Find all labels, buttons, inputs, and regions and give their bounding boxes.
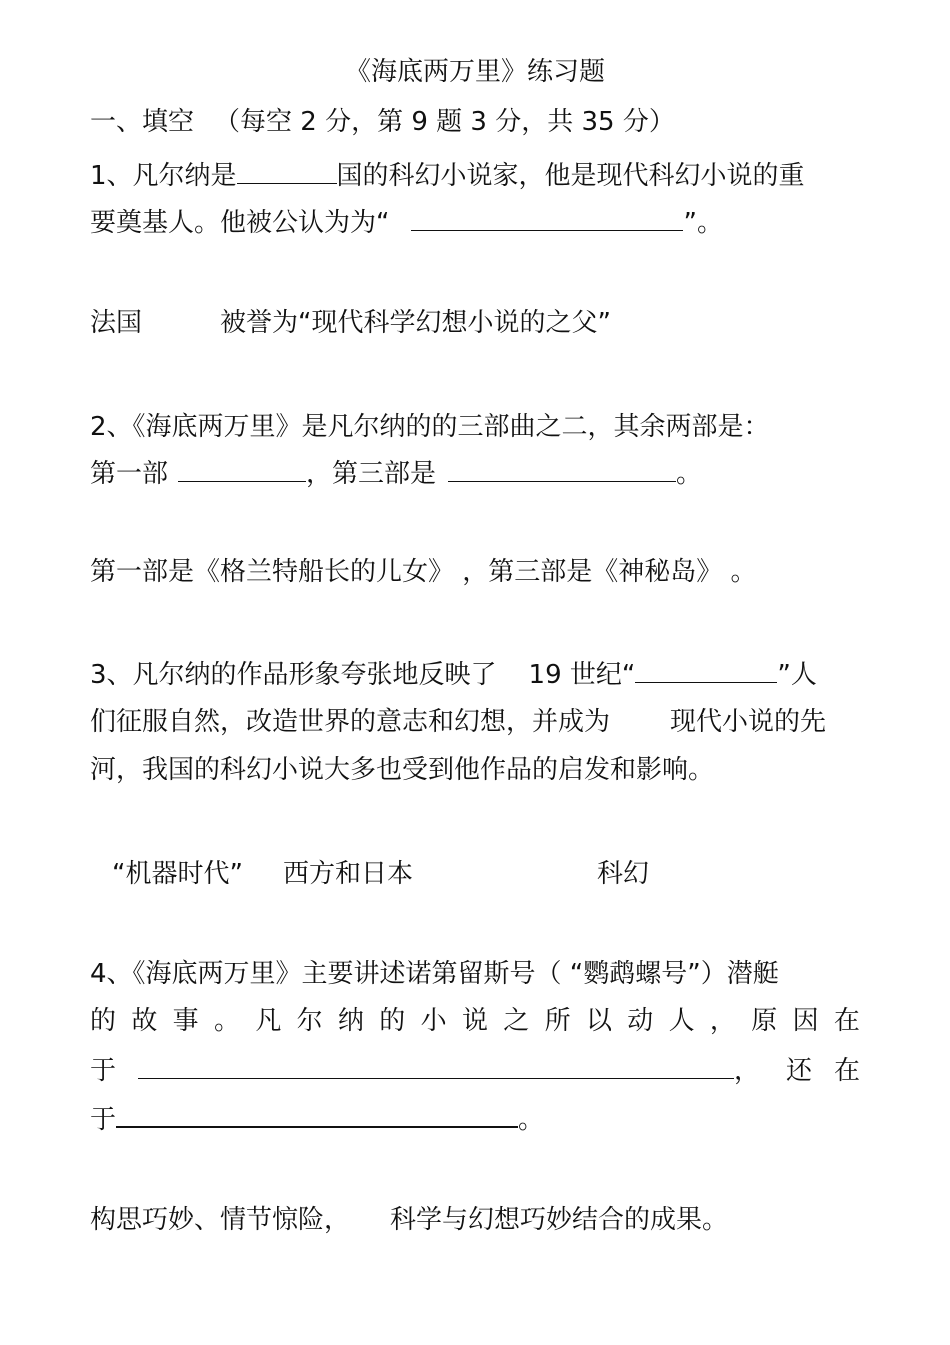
q1-line-2 [90,203,723,243]
q2-blank-third[interactable] [448,455,676,482]
q2-line-2 [90,454,702,494]
q2-blank-first[interactable] [178,455,306,482]
q3-text-a: 3、凡尔纳的作品形象夸张地反映了 [90,660,497,690]
q4-line-2-char: 事 [172,1006,199,1036]
q3-line-3: 河，我国的科幻小说大多也受到他作品的启发和影响。 [90,755,715,785]
q4-line-2-char: 之 [503,1006,530,1036]
q2-text-a: 第一部 [90,459,169,489]
q4-line-2-char: 的 [90,1006,117,1036]
q4-line-2-char: 说 [461,1006,488,1036]
q2-text-b: ，第三部是 [306,459,437,489]
q1-blank-country[interactable] [237,157,337,184]
q4-line-2-char: 以 [585,1006,612,1036]
q1-text-d: ”。 [683,208,723,238]
q3-blank-era[interactable] [635,656,777,683]
q3-answer [112,854,649,894]
q3-answer-b: 西方和日本 [282,859,413,889]
q4-line-2-char: 所 [544,1006,571,1036]
q4-text-period: 。 [518,1105,545,1135]
q4-line-2-char: 尔 [296,1006,323,1036]
q3-line-1 [90,655,817,695]
q4-line-2-char: ， [709,1006,736,1036]
q4-text-huan: 还 [786,1056,813,1086]
section-heading-line [90,102,675,142]
q4-line-2-char: 因 [792,1006,819,1036]
q4-line-2-char: 原 [751,1006,778,1036]
q4-line-3 [90,1051,860,1091]
q4-line-2-char: 凡 [255,1006,282,1036]
q4-line-4 [90,1100,544,1140]
q2-answer: 第一部是《格兰特船长的儿女》 ，第三部是《神秘岛》 。 [90,557,757,587]
q4-line-2-char: 动 [627,1006,654,1036]
q1-answer [90,303,611,343]
q3-text-b: 19 世纪“ [528,660,636,690]
q3-text-c: ”人 [777,660,817,690]
q4-line-1: 4、《海底两万里》主要讲述诺第留斯号（ “鹦鹉螺号”）潜艇 [90,959,779,989]
q4-blank-reason-2[interactable] [116,1100,518,1128]
q3-answer-c: 科幻 [596,859,649,889]
q1-text-c: 要奠基人。他被公认为为“ [90,208,390,238]
q1-blank-title[interactable] [411,204,683,231]
q1-text-a: 1、凡尔纳是 [90,161,237,191]
q4-line-2-char: 在 [833,1006,860,1036]
q4-line-2-char: 人 [668,1006,695,1036]
q4-text-comma: ， [734,1056,761,1086]
q4-text-yu-1: 于 [90,1056,117,1086]
q3-line-2 [90,702,826,742]
q1-answer-a: 法国 [90,308,143,338]
q4-line-2-char: 小 [420,1006,447,1036]
q1-answer-b: 被誉为“现代科学幻想小说的之父” [220,308,611,338]
q4-blank-reason-1[interactable] [138,1052,734,1079]
q4-line-2 [90,1001,860,1041]
q1-line-1 [90,156,805,196]
q4-answer-a: 构思巧妙、情节惊险， [90,1205,351,1235]
q1-text-b: 国的科幻小说家，他是现代科幻小说的重 [336,161,805,191]
q4-line-2-char: 的 [379,1006,406,1036]
q3-text-e: 现代小说的先 [670,707,827,737]
q4-text-yu-2: 于 [90,1105,117,1135]
q3-text-d: 们征服自然，改造世界的意志和幻想，并成为 [90,707,611,737]
q3-answer-a: “机器时代” [112,859,243,889]
q4-line-2-char: 。 [213,1006,240,1036]
q4-line-2-char: 纳 [337,1006,364,1036]
q4-answer [90,1200,728,1240]
worksheet-title: 《海底两万里》练习题 [344,57,605,87]
q4-line-2-char: 故 [131,1006,158,1036]
q2-text-c: 。 [676,459,703,489]
section-heading: 一、填空 [90,107,195,137]
q2-line-1: 2、《海底两万里》是凡尔纳的的三部曲之二，其余两部是： [90,412,770,442]
section-scoring: （每空 2 分，第 9 题 3 分，共 35 分） [214,107,675,137]
q4-answer-b: 科学与幻想巧妙结合的成果。 [390,1205,729,1235]
q4-text-zai: 在 [834,1056,861,1086]
